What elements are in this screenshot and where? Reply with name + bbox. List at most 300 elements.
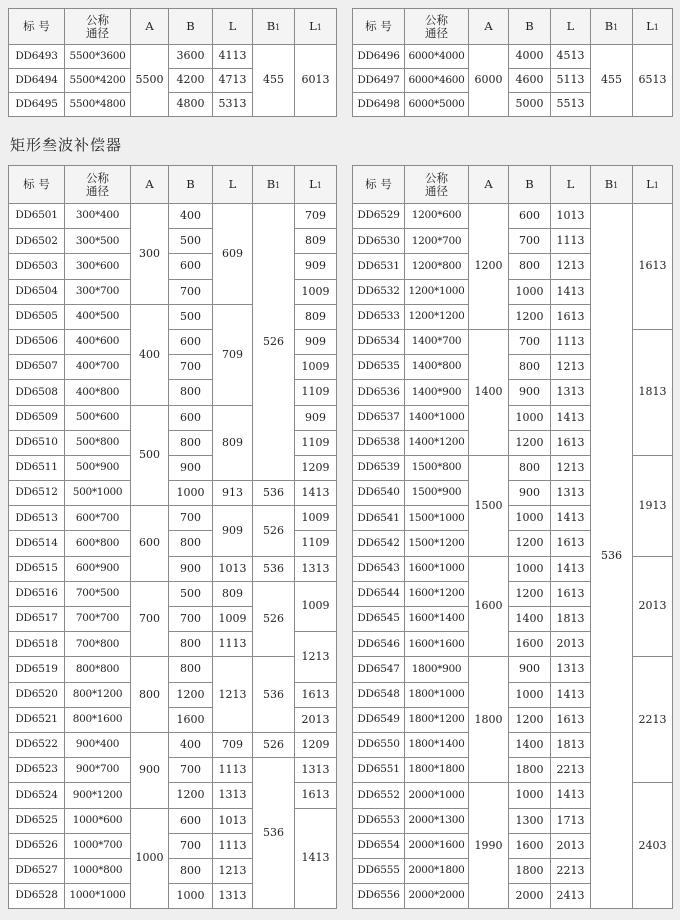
table-row [9, 556, 337, 581]
model-cell: DD6505 [9, 304, 65, 329]
model-cell: DD6523 [9, 758, 65, 783]
l1-cell: 1213 [295, 632, 337, 682]
b-cell: 1600 [509, 632, 551, 657]
b-cell: 500 [169, 229, 213, 254]
b-cell: 700 [509, 329, 551, 354]
l-cell: 1013 [213, 556, 253, 581]
model-cell: DD6498 [353, 93, 405, 117]
b-cell: 1200 [509, 581, 551, 606]
model-cell: DD6550 [353, 732, 405, 757]
model-cell: DD6517 [9, 607, 65, 632]
nominal-size-cell: 800*800 [65, 657, 131, 682]
model-cell: DD6512 [9, 481, 65, 506]
model-cell: DD6518 [9, 632, 65, 657]
l-cell: 1413 [551, 506, 591, 531]
nominal-size-cell: 5500*4800 [65, 93, 131, 117]
nominal-size-cell: 300*400 [65, 204, 131, 229]
header-l: L [213, 9, 253, 45]
l-cell: 809 [213, 405, 253, 481]
b1-cell: 526 [253, 581, 295, 657]
b-cell: 700 [169, 758, 213, 783]
b-cell: 2000 [509, 884, 551, 909]
l-cell: 1113 [213, 632, 253, 657]
l1-cell: 809 [295, 229, 337, 254]
b-cell: 600 [169, 254, 213, 279]
nominal-size-cell: 1500*1000 [405, 506, 469, 531]
spec-table-top-left [8, 8, 337, 117]
a-cell: 1200 [469, 204, 509, 330]
nominal-size-cell: 900*1200 [65, 783, 131, 808]
nominal-size-cell: 900*400 [65, 732, 131, 757]
l-cell: 1113 [551, 329, 591, 354]
nominal-size-cell: 5500*3600 [65, 45, 131, 69]
l-cell: 4513 [551, 45, 591, 69]
nominal-size-cell: 2000*1000 [405, 783, 469, 808]
nominal-size-cell: 2000*1800 [405, 858, 469, 883]
b-cell: 1600 [509, 833, 551, 858]
b-cell: 400 [169, 204, 213, 229]
l-cell: 1413 [551, 405, 591, 430]
spec-table-left [8, 165, 337, 909]
l1-cell: 6013 [295, 45, 337, 117]
model-cell: DD6528 [9, 884, 65, 909]
nominal-size-cell: 300*500 [65, 229, 131, 254]
header-model: 标 号 [353, 9, 405, 45]
model-cell: DD6556 [353, 884, 405, 909]
a-cell: 1500 [469, 455, 509, 556]
b-cell: 1200 [509, 430, 551, 455]
nominal-size-cell: 400*800 [65, 380, 131, 405]
b-cell: 800 [509, 254, 551, 279]
b-cell: 3600 [169, 45, 213, 69]
model-cell: DD6540 [353, 481, 405, 506]
table-row [9, 481, 337, 506]
l1-cell: 1313 [295, 758, 337, 783]
l1-cell: 1109 [295, 380, 337, 405]
nominal-size-cell: 400*500 [65, 304, 131, 329]
l1-cell: 1913 [633, 455, 673, 556]
l-cell: 1313 [551, 380, 591, 405]
nominal-size-cell: 1000*800 [65, 858, 131, 883]
nominal-size-cell: 1500*900 [405, 481, 469, 506]
l-cell: 709 [213, 732, 253, 757]
l-cell: 1213 [551, 455, 591, 480]
b-cell: 5000 [509, 93, 551, 117]
header-l1: L1 [633, 166, 673, 204]
l-cell: 5513 [551, 93, 591, 117]
table-row [9, 581, 337, 606]
nominal-size-cell: 500*800 [65, 430, 131, 455]
b-cell: 500 [169, 581, 213, 606]
l-cell: 1613 [551, 581, 591, 606]
model-cell: DD6533 [353, 304, 405, 329]
header-b1: B1 [591, 9, 633, 45]
b1-cell: 455 [253, 45, 295, 117]
b-cell: 800 [169, 531, 213, 556]
nominal-size-cell: 700*500 [65, 581, 131, 606]
table-row [9, 732, 337, 757]
b-cell: 800 [169, 430, 213, 455]
header-l: L [551, 9, 591, 45]
b-cell: 700 [169, 833, 213, 858]
b-cell: 1200 [509, 707, 551, 732]
l-cell: 909 [213, 506, 253, 556]
header-nominal-size: 公称 通径 [405, 9, 469, 45]
model-cell: DD6501 [9, 204, 65, 229]
nominal-size-cell: 1400*900 [405, 380, 469, 405]
b1-cell: 536 [253, 657, 295, 733]
nominal-size-cell: 1400*800 [405, 355, 469, 380]
header-nominal-size: 公称 通径 [405, 166, 469, 204]
l-cell: 4713 [213, 69, 253, 93]
l1-cell: 2403 [633, 783, 673, 909]
nominal-size-cell: 500*1000 [65, 481, 131, 506]
l1-cell: 1313 [295, 556, 337, 581]
b-cell: 800 [169, 632, 213, 657]
a-cell: 1000 [131, 808, 169, 909]
model-cell: DD6502 [9, 229, 65, 254]
l1-cell: 1009 [295, 581, 337, 631]
b-cell: 800 [509, 355, 551, 380]
l1-cell: 1813 [633, 329, 673, 455]
b1-cell: 536 [253, 481, 295, 506]
spec-table-right [352, 165, 673, 909]
l-cell: 1009 [213, 607, 253, 632]
l-cell: 609 [213, 204, 253, 305]
b-cell: 600 [509, 204, 551, 229]
nominal-size-cell: 400*600 [65, 329, 131, 354]
model-cell: DD6519 [9, 657, 65, 682]
b-cell: 1200 [169, 682, 213, 707]
l1-cell: 6513 [633, 45, 673, 117]
model-cell: DD6552 [353, 783, 405, 808]
model-cell: DD6494 [9, 69, 65, 93]
a-cell: 700 [131, 581, 169, 657]
table-header-row [9, 166, 337, 204]
model-cell: DD6541 [353, 506, 405, 531]
model-cell: DD6529 [353, 204, 405, 229]
header-b1: B1 [591, 166, 633, 204]
header-nominal-size: 公称 通径 [65, 9, 131, 45]
nominal-size-cell: 1600*1600 [405, 632, 469, 657]
nominal-size-cell: 600*800 [65, 531, 131, 556]
table-header-row [353, 166, 673, 204]
header-l1: L1 [295, 166, 337, 204]
b-cell: 1000 [169, 884, 213, 909]
l-cell: 2413 [551, 884, 591, 909]
model-cell: DD6544 [353, 581, 405, 606]
l-cell: 709 [213, 304, 253, 405]
nominal-size-cell: 800*1200 [65, 682, 131, 707]
header-model: 标 号 [353, 166, 405, 204]
model-cell: DD6531 [353, 254, 405, 279]
b-cell: 1800 [509, 858, 551, 883]
l-cell: 1213 [551, 355, 591, 380]
a-cell: 900 [131, 732, 169, 808]
header-b: B [169, 9, 213, 45]
b-cell: 1600 [169, 707, 213, 732]
l-cell: 1313 [213, 884, 253, 909]
model-cell: DD6539 [353, 455, 405, 480]
l-cell: 1013 [213, 808, 253, 833]
nominal-size-cell: 700*800 [65, 632, 131, 657]
model-cell: DD6532 [353, 279, 405, 304]
nominal-size-cell: 700*700 [65, 607, 131, 632]
l1-cell: 1613 [295, 783, 337, 808]
model-cell: DD6548 [353, 682, 405, 707]
header-b: B [169, 166, 213, 204]
table-row [9, 45, 337, 69]
nominal-size-cell: 800*1600 [65, 707, 131, 732]
l-cell: 4113 [213, 45, 253, 69]
nominal-size-cell: 1400*1200 [405, 430, 469, 455]
model-cell: DD6537 [353, 405, 405, 430]
b-cell: 600 [169, 808, 213, 833]
a-cell: 1800 [469, 657, 509, 783]
header-l1: L1 [295, 9, 337, 45]
model-cell: DD6514 [9, 531, 65, 556]
a-cell: 800 [131, 657, 169, 733]
model-cell: DD6521 [9, 707, 65, 732]
model-cell: DD6551 [353, 758, 405, 783]
model-cell: DD6522 [9, 732, 65, 757]
a-cell: 500 [131, 405, 169, 506]
model-cell: DD6495 [9, 93, 65, 117]
l-cell: 2013 [551, 632, 591, 657]
model-cell: DD6493 [9, 45, 65, 69]
b1-cell: 526 [253, 732, 295, 757]
b-cell: 700 [169, 279, 213, 304]
section-title: 矩形叁波补偿器 [10, 136, 123, 154]
l-cell: 1313 [551, 481, 591, 506]
b-cell: 700 [169, 607, 213, 632]
model-cell: DD6506 [9, 329, 65, 354]
table-row [353, 204, 673, 229]
b1-cell: 526 [253, 204, 295, 481]
model-cell: DD6534 [353, 329, 405, 354]
nominal-size-cell: 5500*4200 [65, 69, 131, 93]
l1-cell: 809 [295, 304, 337, 329]
nominal-size-cell: 2000*1300 [405, 808, 469, 833]
header-a: A [469, 166, 509, 204]
header-a: A [131, 9, 169, 45]
nominal-size-cell: 300*700 [65, 279, 131, 304]
l-cell: 1613 [551, 707, 591, 732]
nominal-size-cell: 900*700 [65, 758, 131, 783]
model-cell: DD6545 [353, 607, 405, 632]
b-cell: 800 [509, 455, 551, 480]
b-cell: 700 [169, 355, 213, 380]
model-cell: DD6538 [353, 430, 405, 455]
a-cell: 6000 [469, 45, 509, 117]
header-l: L [213, 166, 253, 204]
l1-cell: 1009 [295, 506, 337, 531]
model-cell: DD6543 [353, 556, 405, 581]
b-cell: 1000 [169, 481, 213, 506]
nominal-size-cell: 500*900 [65, 455, 131, 480]
l1-cell: 1613 [295, 682, 337, 707]
nominal-size-cell: 6000*4600 [405, 69, 469, 93]
a-cell: 5500 [131, 45, 169, 117]
l1-cell: 909 [295, 254, 337, 279]
b-cell: 600 [169, 405, 213, 430]
header-l1: L1 [633, 9, 673, 45]
l-cell: 913 [213, 481, 253, 506]
model-cell: DD6516 [9, 581, 65, 606]
l-cell: 1813 [551, 732, 591, 757]
l1-cell: 1009 [295, 279, 337, 304]
model-cell: DD6503 [9, 254, 65, 279]
a-cell: 400 [131, 304, 169, 405]
b-cell: 1200 [509, 531, 551, 556]
l1-cell: 1209 [295, 455, 337, 480]
nominal-size-cell: 2000*2000 [405, 884, 469, 909]
nominal-size-cell: 1200*1000 [405, 279, 469, 304]
model-cell: DD6497 [353, 69, 405, 93]
a-cell: 600 [131, 506, 169, 582]
b-cell: 1800 [509, 758, 551, 783]
l-cell: 1213 [213, 858, 253, 883]
b-cell: 900 [169, 455, 213, 480]
nominal-size-cell: 6000*4000 [405, 45, 469, 69]
model-cell: DD6507 [9, 355, 65, 380]
l-cell: 1413 [551, 783, 591, 808]
b-cell: 600 [169, 329, 213, 354]
nominal-size-cell: 1800*1800 [405, 758, 469, 783]
table-row [9, 657, 337, 682]
model-cell: DD6510 [9, 430, 65, 455]
l1-cell: 909 [295, 329, 337, 354]
model-cell: DD6547 [353, 657, 405, 682]
model-cell: DD6535 [353, 355, 405, 380]
model-cell: DD6555 [353, 858, 405, 883]
b-cell: 1300 [509, 808, 551, 833]
header-a: A [469, 9, 509, 45]
nominal-size-cell: 2000*1600 [405, 833, 469, 858]
header-b1: B1 [253, 9, 295, 45]
l1-cell: 1109 [295, 531, 337, 556]
b-cell: 1000 [509, 783, 551, 808]
table-header-row [9, 9, 337, 45]
model-cell: DD6542 [353, 531, 405, 556]
l1-cell: 709 [295, 204, 337, 229]
b1-cell: 536 [591, 204, 633, 909]
nominal-size-cell: 600*900 [65, 556, 131, 581]
model-cell: DD6549 [353, 707, 405, 732]
b-cell: 700 [509, 229, 551, 254]
b-cell: 700 [169, 506, 213, 531]
l-cell: 2013 [551, 833, 591, 858]
header-a: A [131, 166, 169, 204]
a-cell: 1990 [469, 783, 509, 909]
nominal-size-cell: 1800*1000 [405, 682, 469, 707]
l1-cell: 2213 [633, 657, 673, 783]
table-row [9, 506, 337, 531]
b-cell: 1000 [509, 279, 551, 304]
model-cell: DD6527 [9, 858, 65, 883]
nominal-size-cell: 1600*1400 [405, 607, 469, 632]
l-cell: 809 [213, 581, 253, 606]
nominal-size-cell: 1200*700 [405, 229, 469, 254]
header-model: 标 号 [9, 9, 65, 45]
header-b1: B1 [253, 166, 295, 204]
nominal-size-cell: 1800*1200 [405, 707, 469, 732]
b-cell: 900 [509, 380, 551, 405]
b-cell: 1200 [509, 304, 551, 329]
nominal-size-cell: 1400*1000 [405, 405, 469, 430]
b-cell: 4200 [169, 69, 213, 93]
header-model: 标 号 [9, 166, 65, 204]
a-cell: 1600 [469, 556, 509, 657]
model-cell: DD6553 [353, 808, 405, 833]
model-cell: DD6524 [9, 783, 65, 808]
nominal-size-cell: 1200*600 [405, 204, 469, 229]
model-cell: DD6509 [9, 405, 65, 430]
l-cell: 1413 [551, 682, 591, 707]
b-cell: 4000 [509, 45, 551, 69]
a-cell: 1400 [469, 329, 509, 455]
nominal-size-cell: 1000*1000 [65, 884, 131, 909]
l-cell: 2213 [551, 758, 591, 783]
model-cell: DD6504 [9, 279, 65, 304]
l-cell: 1313 [213, 783, 253, 808]
nominal-size-cell: 1600*1000 [405, 556, 469, 581]
l-cell: 1713 [551, 808, 591, 833]
nominal-size-cell: 500*600 [65, 405, 131, 430]
l-cell: 5313 [213, 93, 253, 117]
header-nominal-size: 公称 通径 [65, 166, 131, 204]
nominal-size-cell: 1200*800 [405, 254, 469, 279]
l1-cell: 2013 [633, 556, 673, 657]
table-row [9, 758, 337, 783]
model-cell: DD6525 [9, 808, 65, 833]
b-cell: 800 [169, 380, 213, 405]
b-cell: 900 [169, 556, 213, 581]
l-cell: 1113 [551, 229, 591, 254]
b-cell: 1200 [169, 783, 213, 808]
b-cell: 4600 [509, 69, 551, 93]
b-cell: 800 [169, 657, 213, 682]
b1-cell: 536 [253, 758, 295, 909]
model-cell: DD6508 [9, 380, 65, 405]
model-cell: DD6526 [9, 833, 65, 858]
model-cell: DD6511 [9, 455, 65, 480]
b-cell: 1400 [509, 732, 551, 757]
header-b: B [509, 9, 551, 45]
l1-cell: 1009 [295, 355, 337, 380]
l1-cell: 1209 [295, 732, 337, 757]
nominal-size-cell: 1400*700 [405, 329, 469, 354]
l1-cell: 1109 [295, 430, 337, 455]
b-cell: 400 [169, 732, 213, 757]
b-cell: 800 [169, 858, 213, 883]
model-cell: DD6520 [9, 682, 65, 707]
b-cell: 1000 [509, 506, 551, 531]
l-cell: 1613 [551, 430, 591, 455]
nominal-size-cell: 6000*5000 [405, 93, 469, 117]
l1-cell: 1613 [633, 204, 673, 330]
b-cell: 1000 [509, 405, 551, 430]
b-cell: 1000 [509, 556, 551, 581]
l1-cell: 2013 [295, 707, 337, 732]
l1-cell: 909 [295, 405, 337, 430]
nominal-size-cell: 1000*700 [65, 833, 131, 858]
model-cell: DD6554 [353, 833, 405, 858]
model-cell: DD6546 [353, 632, 405, 657]
nominal-size-cell: 1500*1200 [405, 531, 469, 556]
l-cell: 1113 [213, 758, 253, 783]
nominal-size-cell: 1600*1200 [405, 581, 469, 606]
